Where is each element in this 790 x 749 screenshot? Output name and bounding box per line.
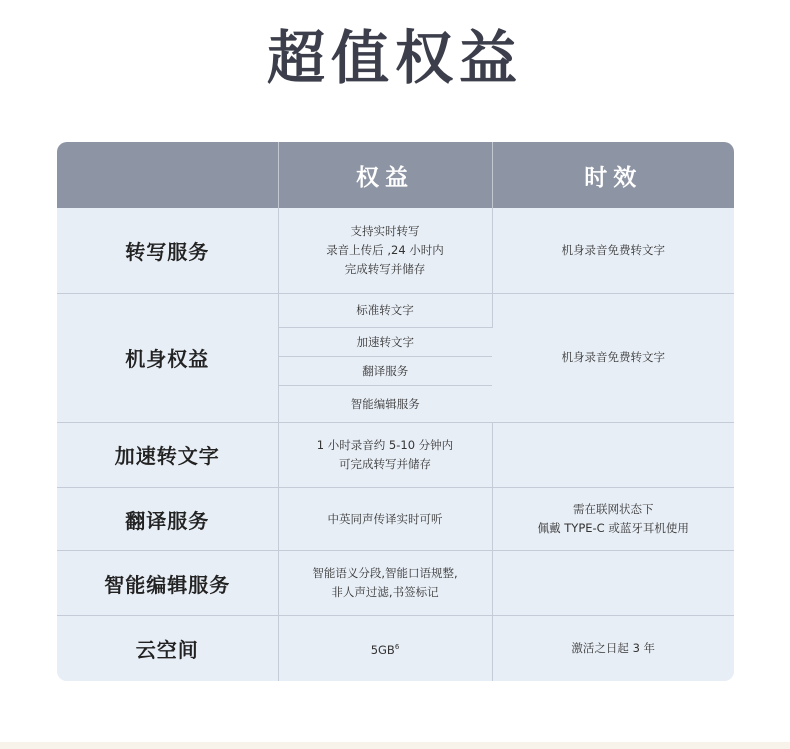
bottom-strip xyxy=(0,742,790,749)
validity-cell: 机身录音免费转文字 xyxy=(492,293,734,422)
validity-line: 佩戴 TYPE-C 或蓝牙耳机使用 xyxy=(537,521,689,536)
benefit-line: 完成转写并储存 xyxy=(344,261,426,276)
category-cell: 加速转文字 xyxy=(57,422,278,487)
benefit-cell: 中英同声传译实时可听 xyxy=(278,488,492,551)
table-row-cloud xyxy=(57,616,734,681)
benefit-line: 录音上传后 ,24 小时内 xyxy=(326,242,444,257)
category-cell: 翻译服务 xyxy=(57,488,278,551)
benefit-line: 可完成转写并储存 xyxy=(339,456,431,471)
table-header-row xyxy=(57,142,734,208)
benefit-line: 支持实时转写 xyxy=(350,223,420,238)
category-cell: 云空间 xyxy=(57,616,278,681)
category-cell: 机身权益 xyxy=(57,293,278,422)
device-benefit-item: 标准转文字 xyxy=(278,293,492,327)
benefit-line: 非人声过滤,书签标记 xyxy=(331,585,439,600)
table-row-accelerated xyxy=(57,422,734,487)
benefit-cell xyxy=(278,616,492,681)
device-benefit-item: 翻译服务 xyxy=(278,356,492,385)
validity-cell: 机身录音免费转文字 xyxy=(492,208,734,293)
footnote-marker: 6 xyxy=(394,642,400,651)
cloud-capacity: 5GB xyxy=(370,642,395,657)
category-cell: 智能编辑服务 xyxy=(57,551,278,616)
category-cell: 转写服务 xyxy=(57,208,278,293)
table-row-translation xyxy=(57,488,734,551)
benefits-table-card xyxy=(57,142,734,681)
validity-line: 需在联网状态下 xyxy=(573,502,654,517)
validity-cell xyxy=(492,551,734,616)
table-row-transcription xyxy=(57,208,734,293)
table-row-smart-edit xyxy=(57,551,734,616)
benefit-cell xyxy=(278,208,492,293)
page-title: 超值权益 xyxy=(266,24,523,92)
benefit-line: 智能语义分段,智能口语规整, xyxy=(312,566,458,581)
device-benefit-item: 加速转文字 xyxy=(278,327,492,356)
benefit-cell xyxy=(278,551,492,616)
header-benefit: 权益 xyxy=(278,142,492,208)
table-row-device xyxy=(57,293,734,327)
validity-cell xyxy=(492,488,734,551)
benefits-table xyxy=(57,142,734,681)
header-validity: 时效 xyxy=(492,142,734,208)
validity-cell: 激活之日起 3 年 xyxy=(492,616,734,681)
benefit-cell xyxy=(278,422,492,487)
device-benefit-item: 智能编辑服务 xyxy=(278,385,492,422)
benefit-line: 1 小时录音约 5-10 分钟内 xyxy=(316,437,454,452)
validity-cell xyxy=(492,422,734,487)
header-category xyxy=(57,142,278,208)
